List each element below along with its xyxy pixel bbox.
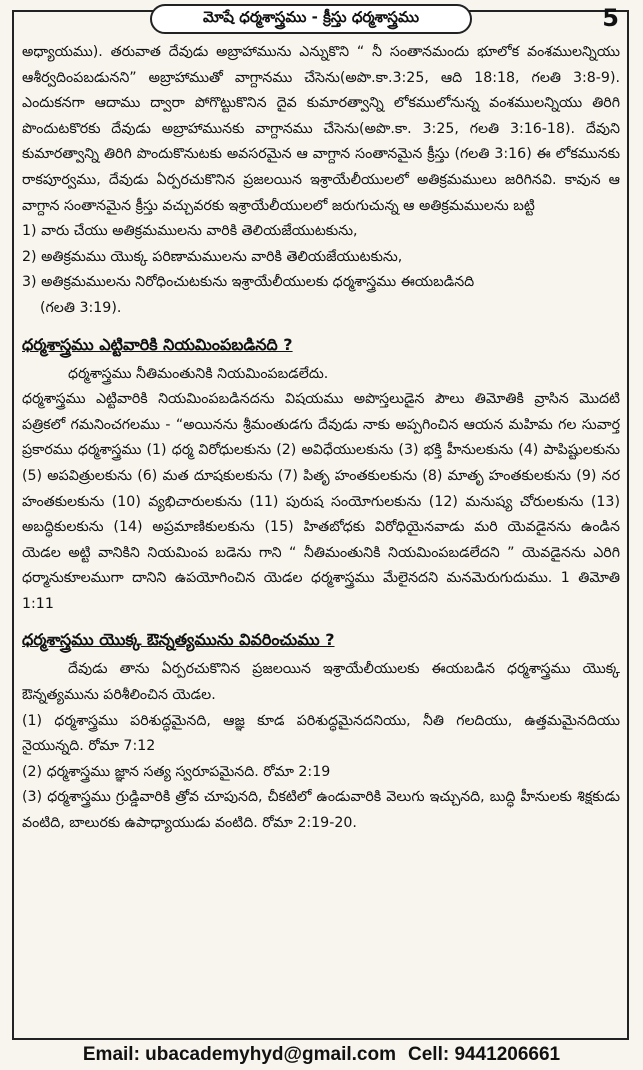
list-item: (2) ధర్మశాస్త్రము జ్ఞాన సత్య స్వరూపమైనది. రోమా 2:19 bbox=[22, 763, 331, 780]
main-content bbox=[22, 40, 620, 1040]
contact-footer bbox=[0, 1040, 643, 1070]
intro-paragraph: అధ్యాయము). తరువాత దేవుడు అబ్రాహామును ఎన్నుకొని “ నీ సంతానమందు భూలోక వంశములన్నియు ఆశీర్వదింపబడునని” అబ్రాహాముతో వాగ్దానము చేసెను(అపొ.కా.3:25, ఆది 18:18, గలతి 3:8-9). ఎందుకనగా ఆదాము ద్వారా పోగొట్టుకొనిన దైవ కుమారత్వాన్ని లోకములోనున్న వంశములన్నియు తిరిగి పొందుటకొరకు దేవుడు అబ్రాహామునకు వాగ్దానము చేసెను(అపొ.కా. 3:25, గలతి 3:16-18). దేవుని కుమారత్వాన్ని తిరిగి పొందుకొనుటకు అవసరమైన ఆ వాగ్దాన సంతానమైన క్రీస్తు (గలతి 3:16) ఈ లోకమునకు రాకపూర్వము, దేవుడు ఏర్పరచుకొనిన ప్రజలయిన ఇశ్రాయేలీయులలో అతిక్రమములు జరిగినవి. కావున ఆ వాగ్దాన సంతానమైన క్రీస్తు వచ్చువరకు ఇశ్రాయేలీయులలో జరుగుచున్న ఆ అతిక్రమములను బట్టి bbox=[22, 44, 620, 214]
page-title: మోషే ధర్మశాస్త్రము - క్రీస్తు ధర్మశాస్త్రము bbox=[150, 4, 472, 34]
list-item: 2) అతిక్రమము యొక్క పరిణామములను వారికి తెలియజేయుటకును, bbox=[22, 248, 403, 265]
list-item: (3) ధర్మశాస్త్రము గ్రుడ్డివారికి త్రోవ చూపునది, చీకటిలో ఉండువారికి వెలుగు ఇచ్చునది, బుద్ధి హీనులకు శిక్షకుడు వంటిది, బాలురకు ఉపాధ్యాయుడు వంటిది. రోమా 2:19-20. bbox=[22, 789, 620, 832]
list-reference: (గలతి 3:19). bbox=[40, 299, 122, 316]
list-item: (1) ధర్మశాస్త్రము పరిశుద్ధమైనది, ఆజ్ఞ కూడ పరిశుద్ధమైనదనియు, నీతి గలదియు, ఉత్తమమైనదియు నైయున్నది. రోమా 7:12 bbox=[22, 712, 620, 755]
section-heading: ధర్మశాస్త్రము ఎట్టివారికి నియమింపబడినది ? bbox=[22, 334, 293, 354]
page-number: 5 bbox=[602, 4, 619, 32]
section-paragraph: ధర్మశాస్త్రము నీతిమంతునికి నియమింపబడలేదు. bbox=[68, 365, 329, 382]
section-heading: ధర్మశాస్త్రము యొక్క ఔన్నత్యమును వివరించుము ? bbox=[22, 630, 335, 650]
list-item: 1) వారు చేయు అతిక్రమములను వారికి తెలియజేయుటకును, bbox=[22, 223, 358, 240]
email-text: Email: ubacademyhyd@gmail.com bbox=[82, 1044, 396, 1065]
section-paragraph: ధర్మశాస్త్రము ఎట్టివారికి నియమింపబడినదను విషయము అపొస్తలుడైన పౌలు తిమోతికి వ్రాసిన మొదటి పత్రికలో గమనించగలము - “అయినను శ్రీమంతుడగు దేవుడు నాకు అప్పగించిన ఆయన మహిమ గల సువార్త ప్రకారము ధర్మశాస్త్రము (1) ధర్మ విరోధులకును (2) అవిధేయులకును (3) భక్తి హీనులకును (4) పాపిష్టులకును (5) అపవిత్రులకును (6) మత దూషకులకును (7) పితృ హంతకులకును (8) మాతృ హంతకులకును (9) నర హంతకులకును (10) వ్యభిచారులకును (11) పురుష సంయోగులకును (12) మనుష్య చోరులకును (13) అబద్ధికులకును (14) అప్రమాణికులకును (15) హితబోధకు విరోధియైనవాడు మరి యెవడైనను ఉండిన యెడల అట్టి వానికిని నియమింప బడెను గాని “ నీతిమంతునికి నియమింపబడలేదని ” యెవడైనను ఎరిగి ధర్మానుకూలముగా దానిని ఉపయోగించిన యెడల ధర్మశాస్త్రము మేలైనదని మనమెరుగుదుము. 1 తిమోతి 1:11 bbox=[22, 391, 620, 612]
cell-text: Cell: 9441206661 bbox=[408, 1044, 561, 1065]
list-item: 3) అతిక్రమములను నిరోధించుటకును ఇశ్రాయేలీయులకు ధర్మశాస్త్రము ఈయబడినది bbox=[22, 274, 475, 291]
section-paragraph: దేవుడు తాను ఏర్పరచుకొనిన ప్రజలయిన ఇశ్రాయేలీయులకు ఈయబడిన ధర్మశాస్త్రము యొక్క ఔన్నత్యమును పరిశీలించిన యెడల. bbox=[22, 661, 620, 704]
